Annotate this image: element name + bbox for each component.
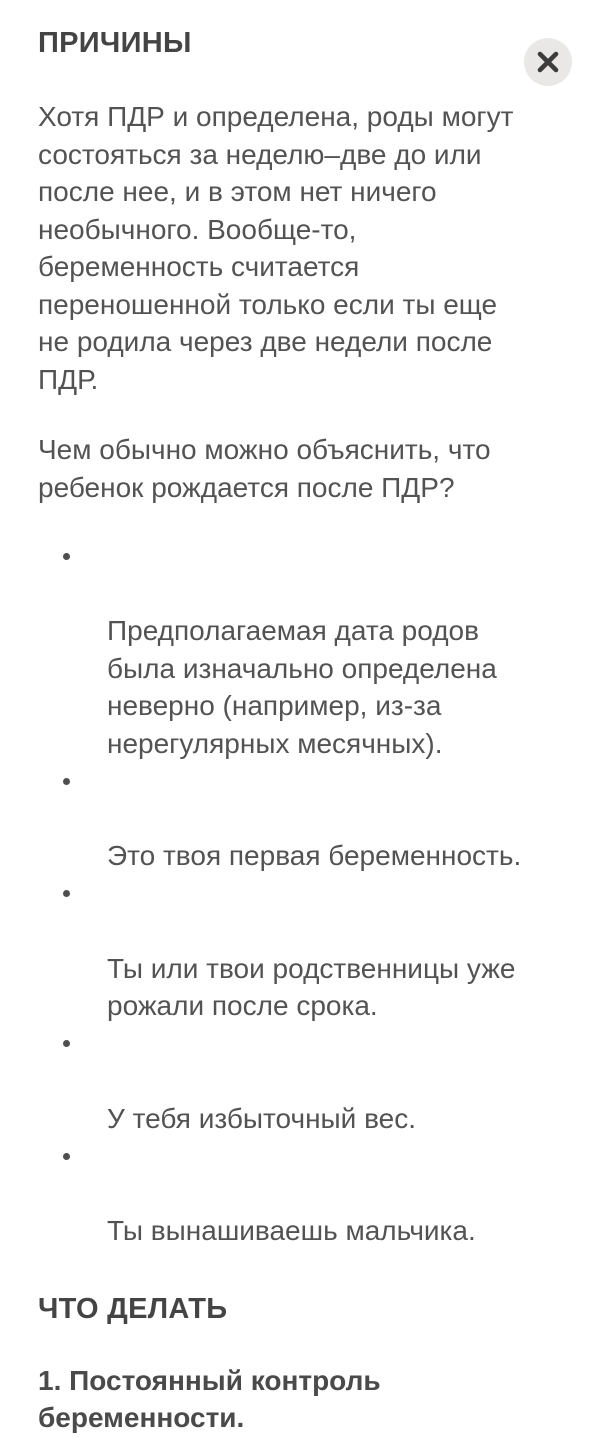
section-heading-causes: ПРИЧИНЫ bbox=[38, 27, 192, 59]
close-button[interactable] bbox=[524, 38, 572, 86]
list-item-text: Ты или твои родственницы уже рожали после срока. bbox=[107, 952, 516, 1021]
step-1-heading: 1. Постоянный контроль беременности. bbox=[38, 1364, 381, 1433]
list-item bbox=[38, 875, 572, 1025]
list-item bbox=[38, 1025, 572, 1138]
section-heading-what-to-do: ЧТО ДЕЛАТЬ bbox=[38, 1292, 228, 1325]
bullet-icon bbox=[63, 553, 70, 560]
close-icon bbox=[524, 38, 572, 86]
bullet-icon bbox=[63, 1040, 70, 1047]
reasons-list bbox=[38, 537, 572, 1250]
list-item bbox=[38, 762, 572, 875]
paragraph-question: Чем обычно можно объяснить, что ребенок рождается после ПДР? bbox=[38, 434, 491, 503]
bullet-icon bbox=[63, 778, 70, 785]
list-item-text: Ты вынашиваешь мальчика. bbox=[107, 1215, 476, 1246]
paragraph-intro: Хотя ПДР и определена, роды могут состояться за неделю–две до или после нее, и в этом нет ничего необычного. Вообще-то, беременность считается переношенной только если ты еще не родила через две недели после ПДР. bbox=[38, 101, 514, 395]
list-item-text: У тебя избыточный вес. bbox=[107, 1102, 416, 1134]
list-item bbox=[38, 537, 572, 762]
list-item bbox=[38, 1137, 572, 1250]
bullet-icon bbox=[63, 1153, 70, 1160]
list-item-text: Это твоя первая беременность. bbox=[107, 840, 522, 871]
bullet-icon bbox=[63, 890, 70, 897]
list-item-text: Предполагаемая дата родов была изначально определена неверно (например, из-за нерегулярных месячных). bbox=[107, 615, 497, 759]
